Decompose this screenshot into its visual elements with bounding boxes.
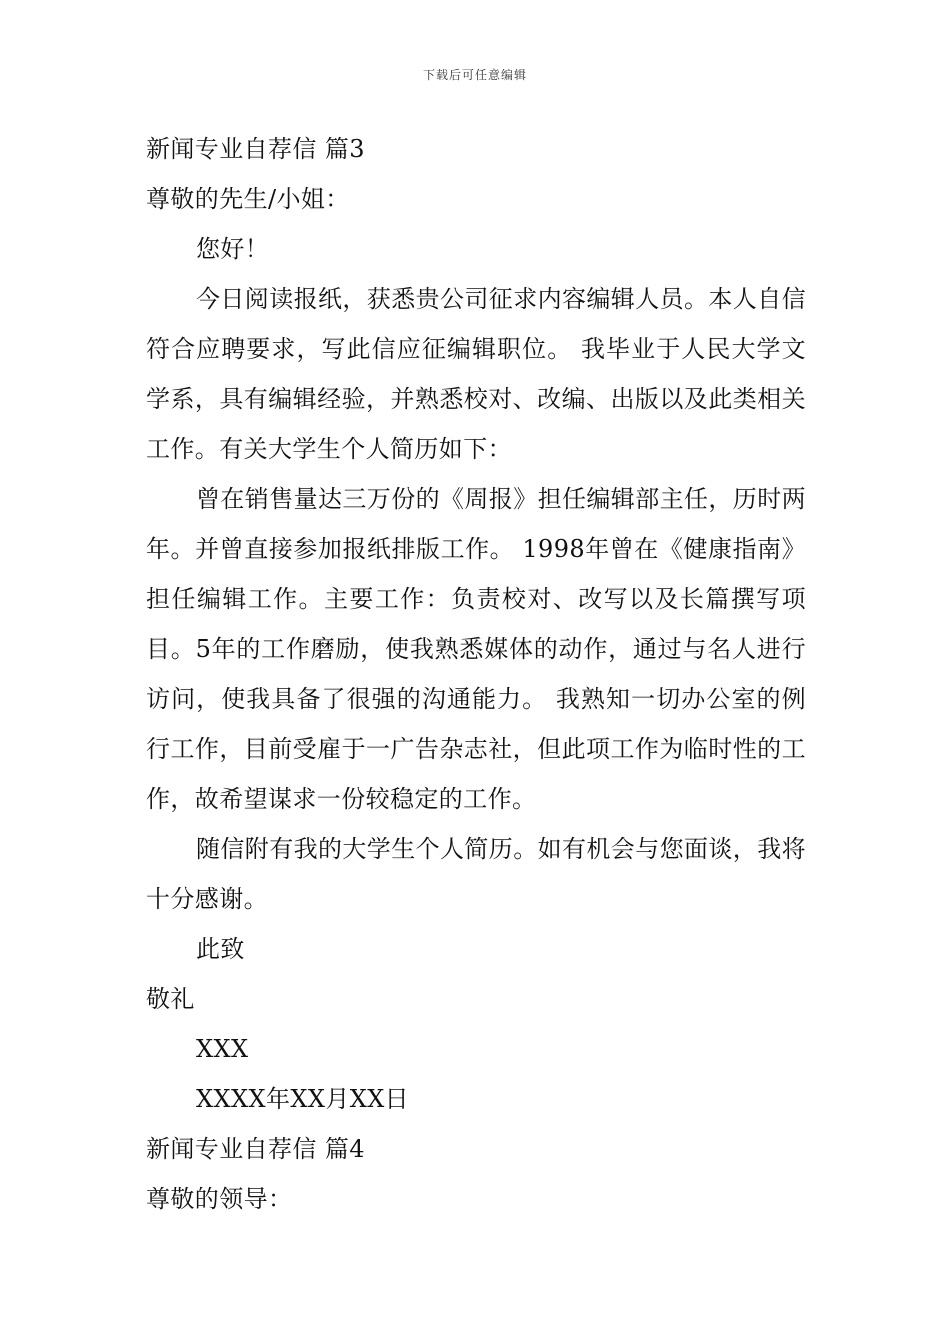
letter-3-closing-1: 此致 xyxy=(196,935,245,963)
letter-3-greeting: 您好！ xyxy=(196,235,270,263)
letter-3-paragraph-1: 今日阅读报纸，获悉贵公司征求内容编辑人员。本人自信符合应聘要求，写此信应征编辑职位。 我毕业于人民大学文学系，具有编辑经验，并熟悉校对、改编、出版以及此类相关工作。有关大学生个人简历如下： xyxy=(146,285,806,463)
letter-3-closing-2: 敬礼 xyxy=(146,985,195,1013)
letter-4-salutation: 尊敬的领导： xyxy=(146,1185,293,1213)
letter-3-date: XXXX年XX月XX日 xyxy=(196,1085,410,1113)
letter-3-title: 新闻专业自荐信 篇3 xyxy=(146,135,365,163)
letter-3-signature: XXX xyxy=(196,1035,249,1063)
letter-3-paragraph-3: 随信附有我的大学生个人简历。如有机会与您面谈，我将十分感谢。 xyxy=(146,835,806,913)
letter-3-paragraph-2: 曾在销售量达三万份的《周报》担任编辑部主任，历时两年。并曾直接参加报纸排版工作。 1998年曾在《健康指南》担任编辑工作。主要工作：负责校对、改写以及长篇撰写项目。5年的工作磨励，使我熟悉媒体的动作，通过与名人进行访问，使我具备了很强的沟通能力。 我熟知一切办公室的例行工作，目前受雇于一广告杂志社，但此项工作为临时性的工作，故希望谋求一份较稳定的工作。 xyxy=(146,485,806,813)
letter-4-title: 新闻专业自荐信 篇4 xyxy=(146,1135,365,1163)
header-note: 下载后可任意编辑 xyxy=(422,68,527,82)
document-body xyxy=(146,124,806,1224)
letter-3-salutation: 尊敬的先生/小姐： xyxy=(146,185,350,213)
